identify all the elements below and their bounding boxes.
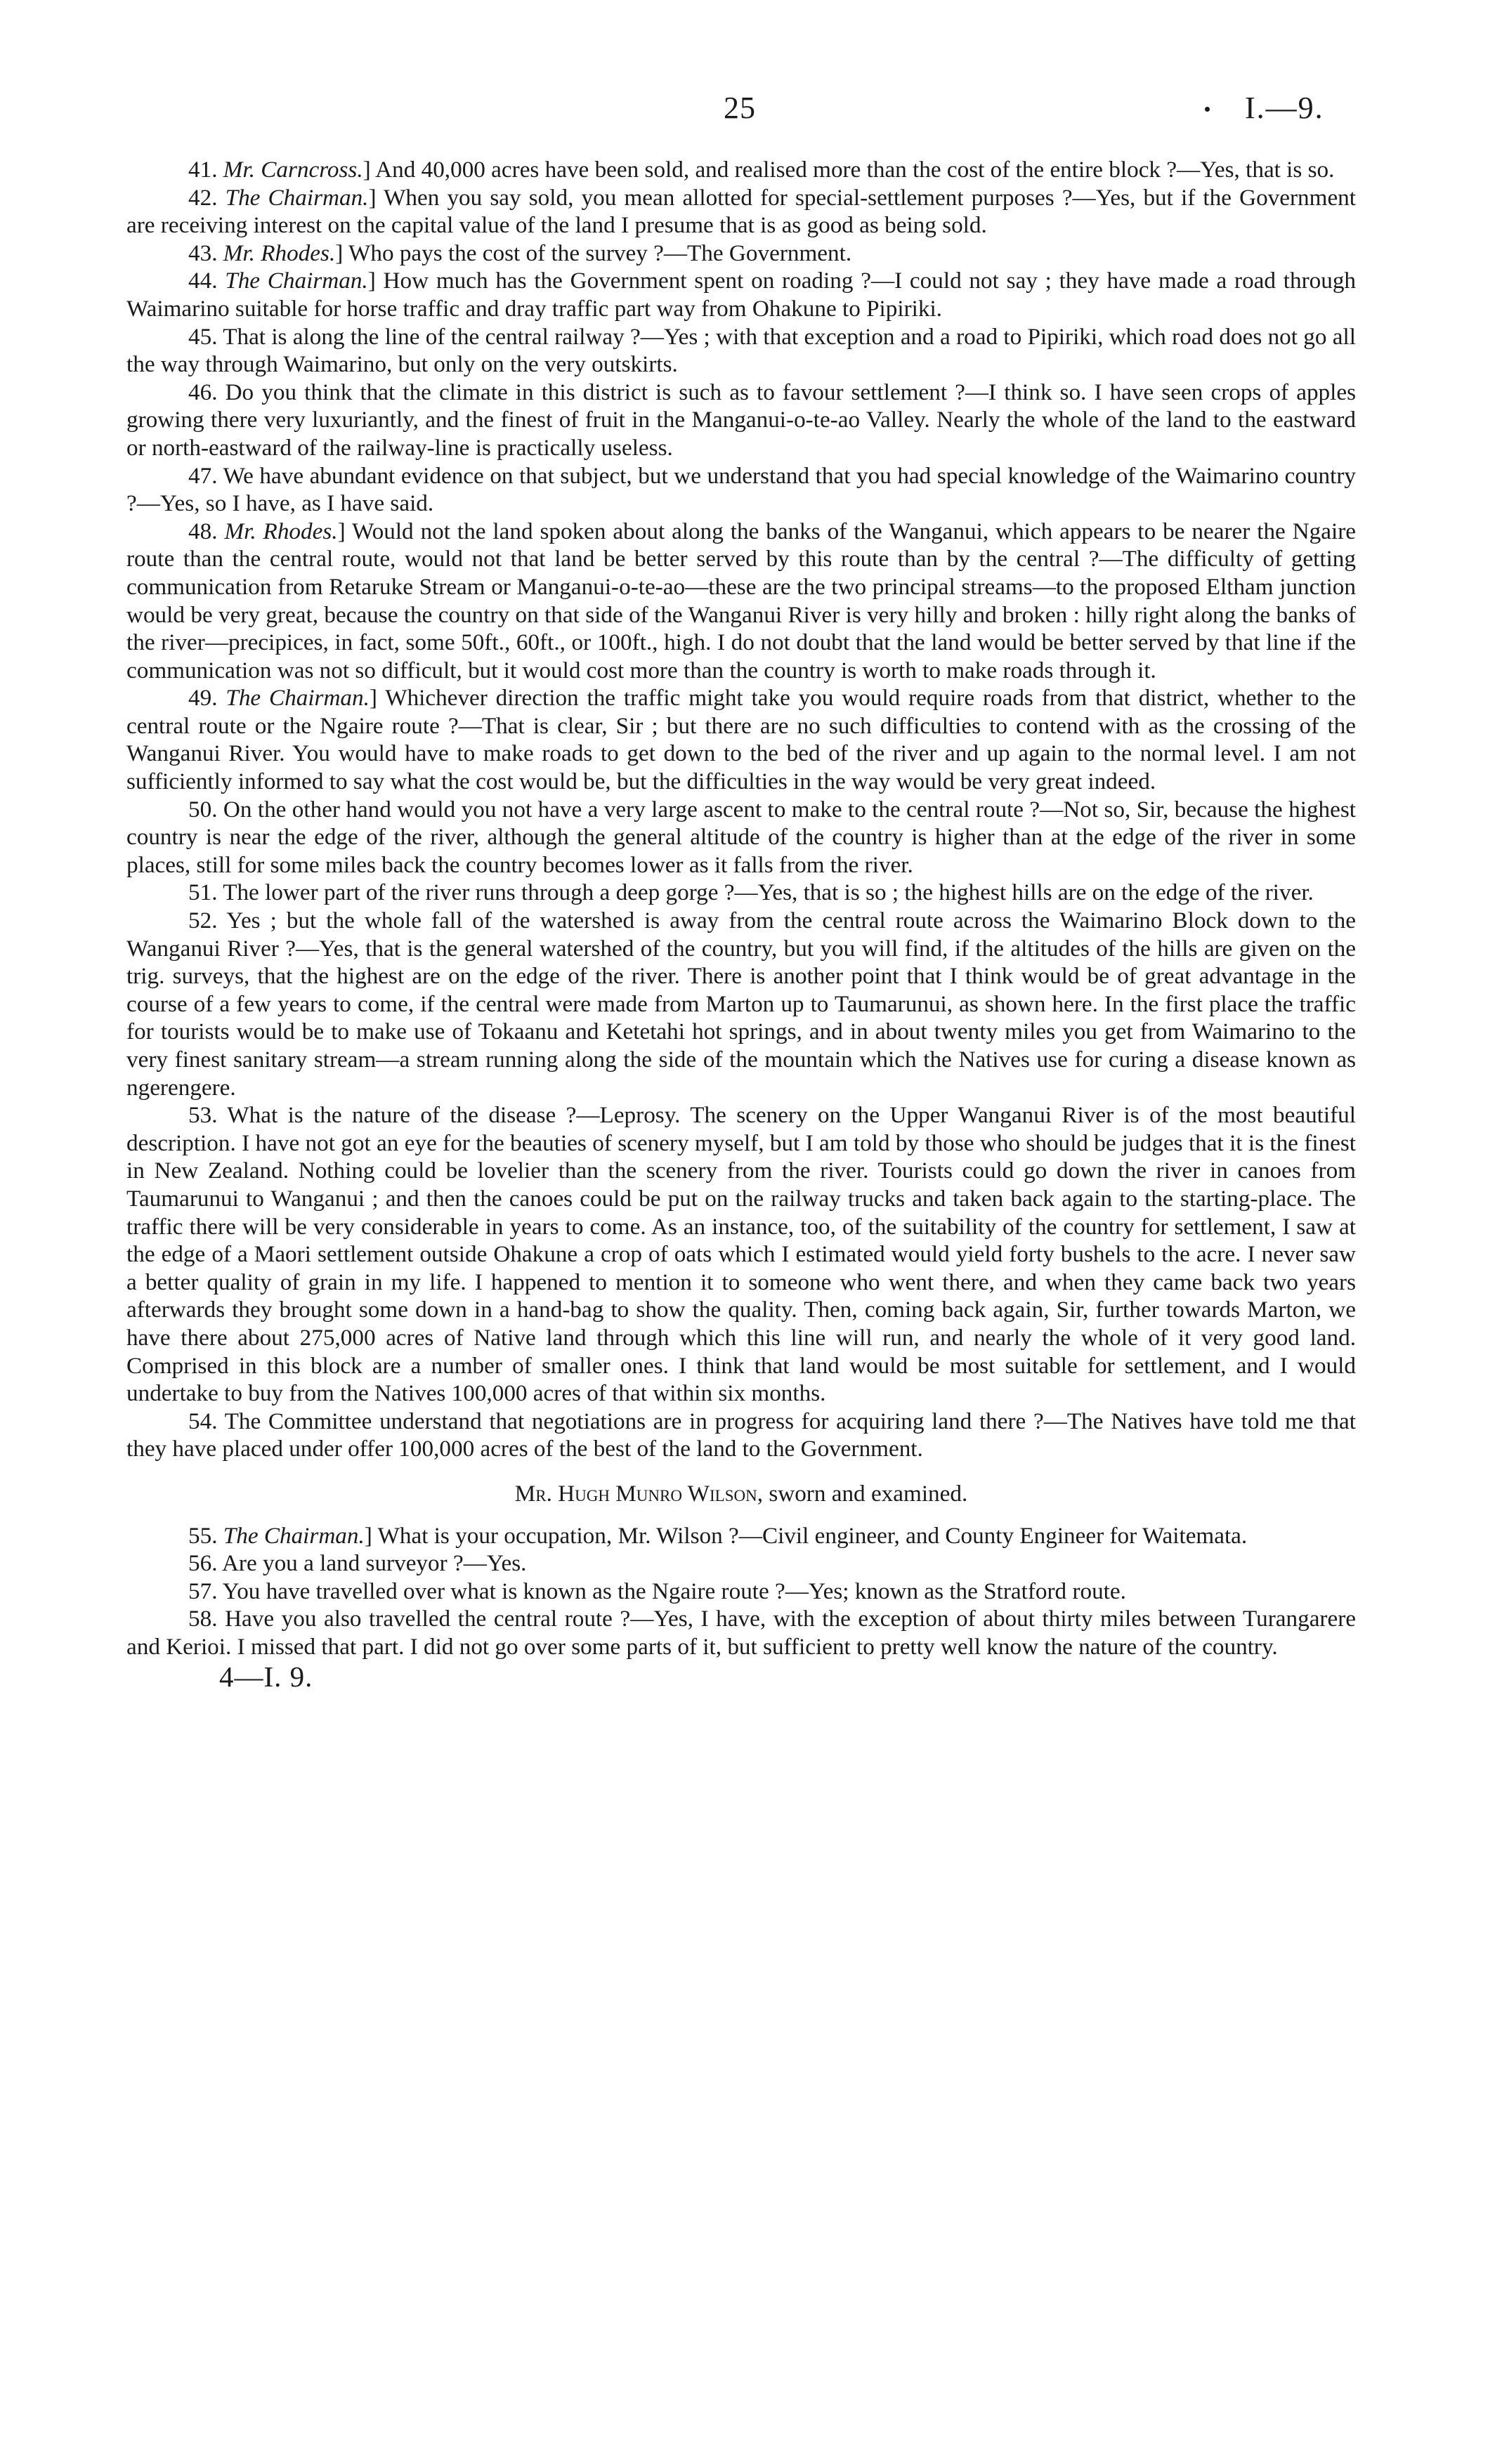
document-body	[126, 156, 1356, 1691]
paragraph-45: 45. That is along the line of the central railway ?—Yes ; with that exception and a road to Pipiriki, which road does not go all the way through Waimarino, but only on the very outskirts.	[126, 323, 1356, 378]
paragraph-58: 58. Have you also travelled the central route ?—Yes, I have, with the exception of about thirty miles between Turangarere and Kerioi. I missed that part. I did not go over some parts of it, but sufficient to pretty well know the nature of the country.	[126, 1606, 1356, 1660]
paragraph-51: 51. The lower part of the river runs through a deep gorge ?—Yes, that is so ; the highest hills are on the edge of the river.	[188, 879, 1314, 906]
report-reference: I.—9.	[1245, 91, 1324, 125]
paragraph-49: 49. The Chairman.] Whichever direction the traffic might take you would require roads from that district, whether to the central route or the Ngaire route ?—That is clear, Sir ; but there are no such difficulties to contend with as the crossing of the Wanganui River. You would have to make roads to get down to the bed of the river and up again to the normal level. I am not sufficiently informed to say what the cost would be, but the difficulties in the way would be very great indeed.	[126, 685, 1357, 795]
page-number: 25	[724, 91, 756, 125]
paragraph-46: 46. Do you think that the climate in this district is such as to favour settlement ?—I think so. I have seen crops of apples growing there very luxuriantly, and the finest of fruit in the Manganui-o-te-ao Valley. Nearly the whole of the land to the eastward or north-eastward of the railway-line is practically useless.	[126, 379, 1356, 461]
paragraph-52: 52. Yes ; but the whole fall of the watershed is away from the central route across the Waimarino Block down to the Wanganui River ?—Yes, that is the general watershed of the country, but you will find, if the altitudes of the hills are given on the trig. surveys, that the highest are on the edge of the river. There is another point that I think would be of great advantage in the course of a few years to come, if the central were made from Marton up to Taumarunui, as shown here. In the first place the traffic for tourists would be to make use of Tokaanu and Ketetahi hot springs, and in about twenty miles you get from Waimarino to the very finest sanitary stream—a stream running along the side of the mountain which the Natives use for curing a disease known as ngerengere.	[126, 907, 1356, 1101]
paragraph-53: 53. What is the nature of the disease ?—Leprosy. The scenery on the Upper Wanganui River is of the most beautiful description. I have not got an eye for the beauties of scenery myself, but I am told by those who should be judges that it is the finest in New Zealand. Nothing could be lovelier than the scenery from the river. Tourists could go down the river in canoes from Taumarunui to Wanganui ; and then the canoes could be put on the railway trucks and taken back again to the starting-place. The traffic there will be very considerable in years to come. As an instance, too, of the suitability of the country for settlement, I saw at the edge of a Maori settlement outside Ohakune a crop of oats which I estimated would yield forty bushels to the acre. I never saw a better quality of grain in my life. I happened to mention it to someone who went there, and when they came back two years afterwards they brought some down in a hand-bag to show the quality. Then, coming back again, Sir, further towards Marton, we have there about 275,000 acres of Native land through which this line will run, and nearly the whole of it very good land. Comprised in this block are a number of smaller ones. I think that land would be most suitable for settlement, and I would undertake to buy from the Natives 100,000 acres of that within six months.	[126, 1102, 1356, 1407]
paragraph-41: 41. Mr. Carncross.] And 40,000 acres have been sold, and realised more than the cost of the entire block ?—Yes, that is so.	[188, 157, 1335, 183]
paragraph-44: 44. The Chairman.] How much has the Government spent on roading ?—I could not say ; they have made a road through Waimarino suitable for horse traffic and dray traffic part way from Ohakune to Pipiriki.	[126, 268, 1357, 322]
paragraph-57: 57. You have travelled over what is known as the Ngaire route ?—Yes; known as the Stratford route.	[188, 1578, 1126, 1604]
header-dot-mark	[1205, 107, 1210, 112]
signature-mark: 4—I. 9.	[219, 1660, 313, 1693]
paragraph-42: 42. The Chairman.] When you say sold, you mean allotted for special-settlement purposes ?—Yes, but if the Government are receiving interest on the capital value of the land I presume that is as good as being sold.	[126, 184, 1356, 239]
paragraph-47: 47. We have abundant evidence on that subject, but we understand that you had special knowledge of the Waimarino country ?—Yes, so I have, as I have said.	[126, 462, 1356, 517]
witness-heading: Mr. Hugh Munro Wilson, sworn and examined.	[514, 1480, 968, 1507]
page-header	[0, 90, 1502, 132]
paragraph-43: 43. Mr. Rhodes.] Who pays the cost of the survey ?—The Government.	[188, 240, 852, 266]
paragraph-54: 54. The Committee understand that negotiations are in progress for acquiring land there ?—The Natives have told me that they have placed under offer 100,000 acres of the best of the land to the Government.	[126, 1408, 1356, 1462]
paragraph-56: 56. Are you a land surveyor ?—Yes.	[188, 1550, 527, 1577]
paragraph-50: 50. On the other hand would you not have a very large ascent to make to the central route ?—Not so, Sir, because the highest country is near the edge of the river, although the general altitude of the country is higher than at the edge of the river in some places, still for some miles back the country becomes lower as it falls from the river.	[126, 796, 1357, 878]
paragraph-48: 48. Mr. Rhodes.] Would not the land spoken about along the banks of the Wanganui, which appears to be nearer the Ngaire route than the central route, would not that land be better served by this route than by the central ?—The difficulty of getting communication from Retaruke Stream or Manganui-o-te-ao—these are the two principal streams—to the proposed Eltham junction would be very great, because the country on that side of the Wanganui River is very hilly and broken : hilly right along the banks of the river—precipices, in fact, some 50ft., 60ft., or 100ft., high. I do not doubt that the land would be better served by that line if the communication was not so difficult, but it would cost more than the country is worth to make roads through it.	[126, 518, 1357, 683]
paragraph-55: 55. The Chairman.] What is your occupation, Mr. Wilson ?—Civil engineer, and County Engineer for Waitemata.	[188, 1522, 1248, 1549]
